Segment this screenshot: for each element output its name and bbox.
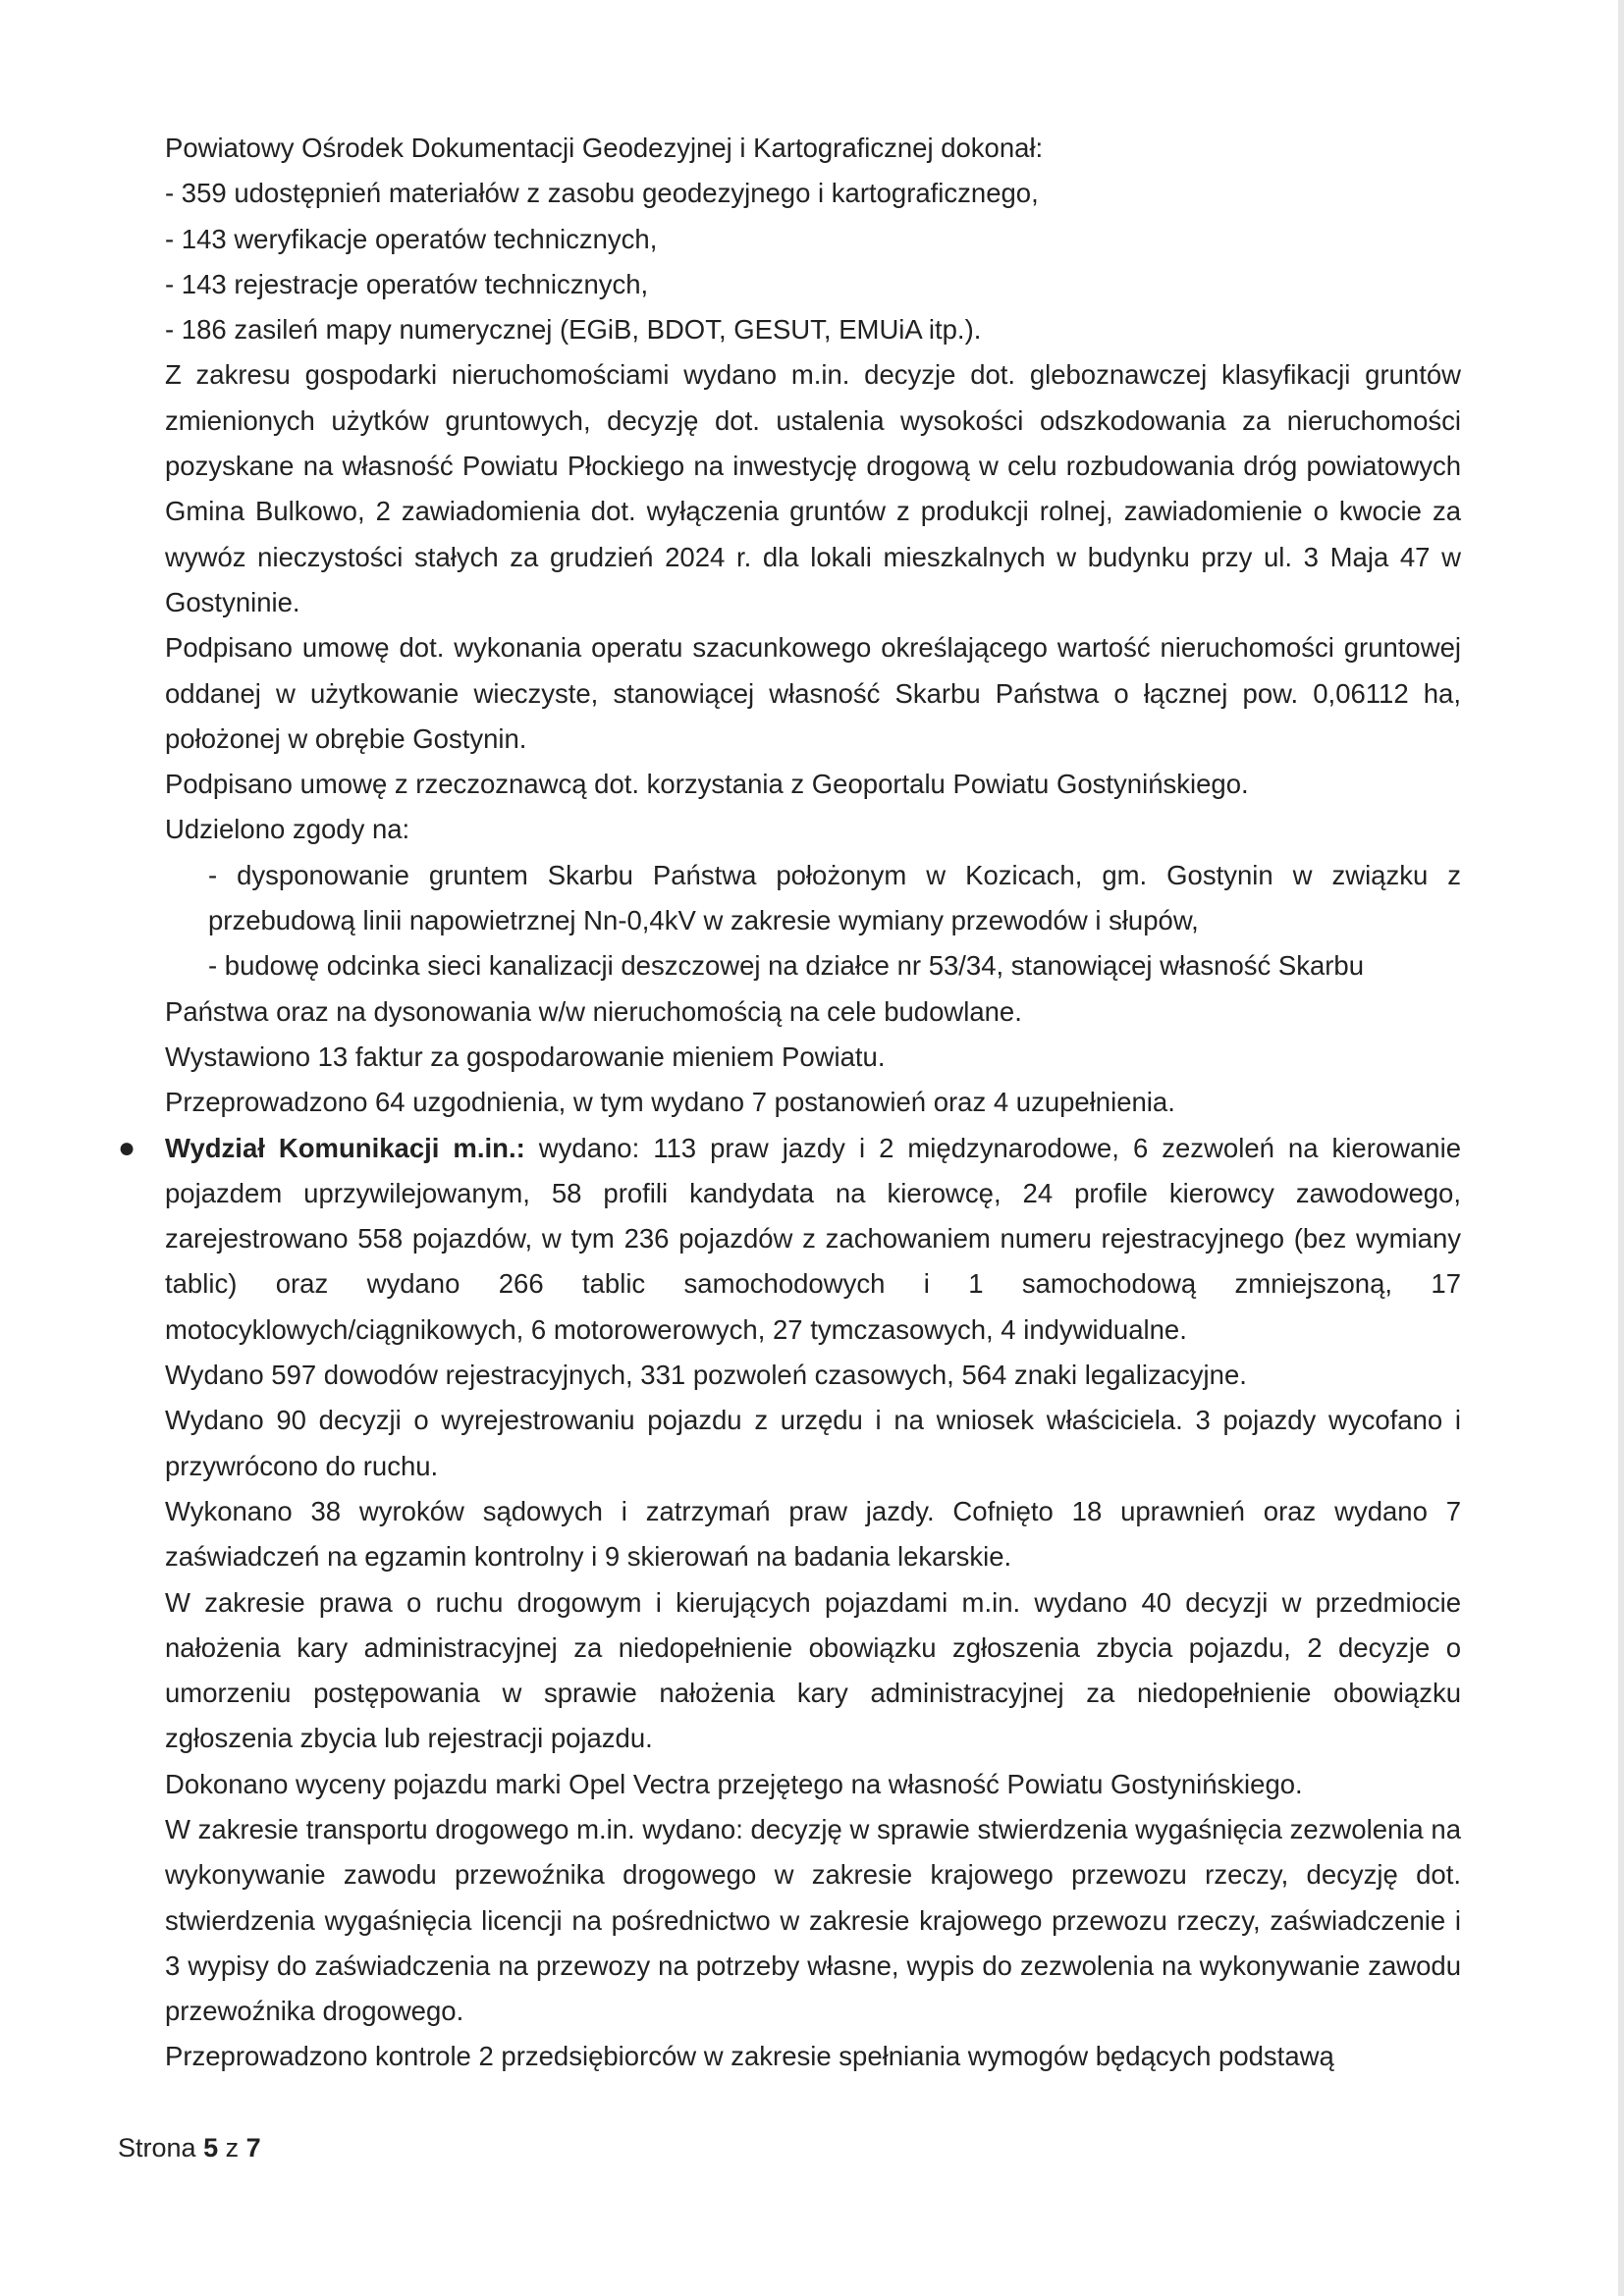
bullet-icon: ● [118,1131,136,1164]
paragraph-podgik-intro: Powiatowy Ośrodek Dokumentacji Geodezyjnej i Kartograficznej dokonał: [165,133,1044,163]
list-item: - 143 weryfikacje operatów technicznych, [165,223,658,254]
section-text: wydano: 113 praw jazdy i 2 międzynarodowe, 6 zezwoleń na kierowanie pojazdem uprzywilejowanym, 58 profili kandydata na kierowcę, 24 profile kierowcy zawodowego, zarejestrowano 558 pojazdów, w tym 236 pojazdów z zachowaniem numeru rejestracyjnego (bez wymiany tablic) oraz wydano 266 tablic samochodowych i 1 samochodową zmniejszoną, 17 motocyklowych/ciągnikowych, 6 motorowerowych, 27 tymczasowych, 4 indywidualne. [165,1132,1461,1345]
paragraph-communication-dept [118,1126,1461,1353]
paragraph-invoices: Wystawiono 13 faktur za gospodarowanie mieniem Powiatu. [165,1041,886,1072]
paragraph-road-transport: W zakresie transportu drogowego m.in. wydano: decyzję w sprawie stwierdzenia wygaśnięcia zezwolenia na wykonywanie zawodu przewoźnika drogowego w zakresie krajowego przewozu rzeczy, decyzję dot. stwierdzenia wygaśnięcia licencji na pośrednictwo w zakresie krajowego przewozu rzeczy, zaświadczenie i 3 wypisy do zaświadczenia na przewozy na potrzeby własne, wypis do zezwolenia na wykonywanie zawodu przewoźnika drogowego. [165,1813,1461,2027]
section-heading: Wydział Komunikacji m.in.: [165,1132,525,1163]
paragraph-documents: Wydano 597 dowodów rejestracyjnych, 331 pozwoleń czasowych, 564 znaki legalizacyjne. [165,1360,1247,1391]
list-item: - 186 zasileń mapy numerycznej (EGiB, BDOT, GESUT, EMUiA itp.). [165,314,982,346]
list-item: - 143 rejestracje operatów technicznych, [165,268,649,299]
list-item: - budowę odcinka sieci kanalizacji deszczowej na działce nr 53/34, stanowiącej własność Skarbu [208,950,1365,982]
paragraph-traffic-law: W zakresie prawa o ruchu drogowym i kierujących pojazdami m.in. wydano 40 decyzji w przedmiocie nałożenia kary administracyjnej za niedopełnienie obowiązku zgłoszenia zbycia pojazdu, 2 decyzje o umorzeniu postępowania w sprawie nałożenia kary administracyjnej za niedopełnienie obowiązku zgłoszenia zbycia lub rejestracji pojazdu. [165,1586,1461,1754]
page-label: Strona [118,2133,196,2163]
paragraph-court-rulings: Wykonano 38 wyroków sądowych i zatrzymań praw jazdy. Cofnięto 18 uprawnień oraz wydano 7 zaświadczeń na egzamin kontrolny i 9 skierowań na badania lekarskie. [165,1495,1461,1573]
paragraph-vehicle-valuation: Dokonano wyceny pojazdu marki Opel Vectra przejętego na własność Powiatu Gostynińskiego. [165,1768,1303,1799]
paragraph-real-estate: Z zakresu gospodarki nieruchomościami wydano m.in. decyzje dot. gleboznawczej klasyfikacji gruntów zmienionych użytków gruntowych, decyzję dot. ustalenia wysokości odszkodowania za nieruchomości pozyskane na własność Powiatu Płockiego na inwestycję drogową w celu rozbudowania dróg powiatowych Gmina Bulkowo, 2 zawiadomienia dot. wyłączenia gruntów z produkcji rolnej, zawiadomienie o kwocie za wywóz nieczystości stałych za grudzień 2024 r. dla lokali mieszkalnych w budynku przy ul. 3 Maja 47 w Gostyninie. [165,359,1461,617]
list-item: - dysponowanie gruntem Skarbu Państwa położonym w Kozicach, gm. Gostynin w związku z przebudową linii napowietrznej Nn-0,4kV w zakresie wymiany przewodów i słupów, [208,859,1461,936]
paragraph-inspections: Przeprowadzono kontrole 2 przedsiębiorców w zakresie spełniania wymogów będących podstawą [165,2041,1334,2072]
paragraph-valuation-contract: Podpisano umowę dot. wykonania operatu szacunkowego określającego wartość nieruchomości gruntowej oddanej w użytkowanie wieczyste, stanowiącej własność Skarbu Państwa o łącznej pow. 0,06112 ha, położonej w obrębie Gostynin. [165,632,1461,754]
paragraph-agreements: Przeprowadzono 64 uzgodnienia, w tym wydano 7 postanowień oraz 4 uzupełnienia. [165,1087,1175,1118]
paragraph-deregistration: Wydano 90 decyzji o wyrejestrowaniu pojazdu z urzędu i na wniosek właściciela. 3 pojazdy wycofano i przywrócono do ruchu. [165,1405,1461,1481]
page-number [118,2133,261,2163]
document-body [118,126,1461,2080]
page-sep: z [225,2133,240,2163]
page-edge [1618,0,1624,2296]
list-item-continuation: Państwa oraz na dysonowania w/w nieruchomością na cele budowlane. [165,995,1022,1027]
page-current: 5 [203,2133,219,2163]
page-total: 7 [245,2133,261,2163]
paragraph-geoportal-contract: Podpisano umowę z rzeczoznawcą dot. korzystania z Geoportalu Powiatu Gostynińskiego. [165,769,1249,800]
list-item: - 359 udostępnień materiałów z zasobu geodezyjnego i kartograficznego, [165,178,1039,209]
paragraph-consents-heading: Udzielono zgody na: [165,814,410,845]
